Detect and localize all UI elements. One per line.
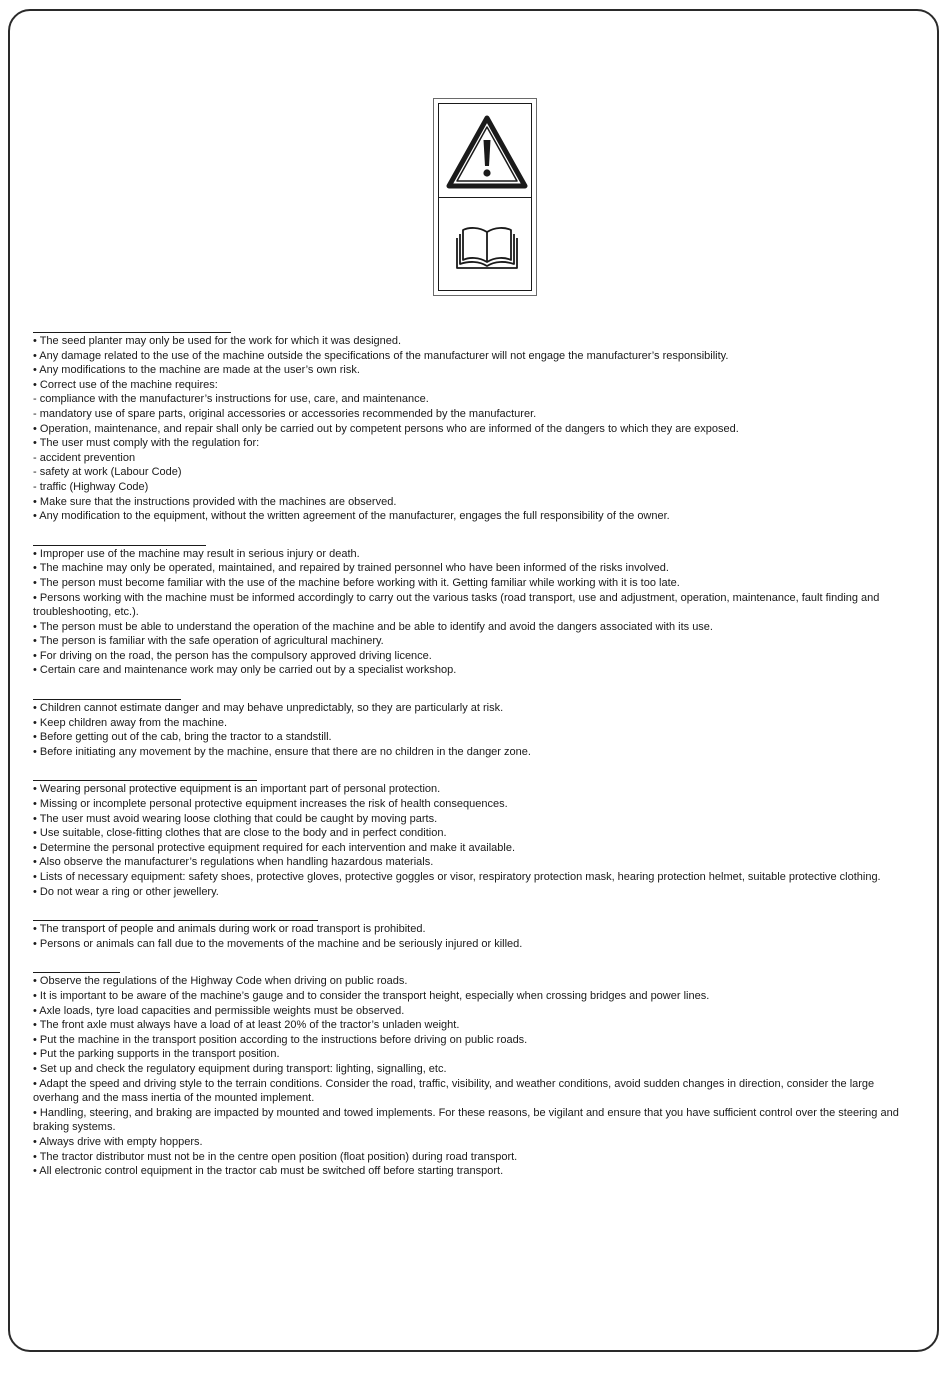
instruction-line: • The front axle must always have a load of at least 20% of the tractor’s unladen weight.	[33, 1019, 460, 1032]
instruction-line: • Any modification to the equipment, without the written agreement of the manufacturer, engages the full responsibility of the owner.	[33, 510, 670, 523]
instruction-line: • The person must be able to understand the operation of the machine and be able to identify and avoid the dangers associated with its use.	[33, 620, 713, 633]
section-heading-rule	[33, 920, 318, 921]
section-protective-equipment	[33, 780, 921, 899]
instruction-line: • Certain care and maintenance work may only be carried out by a specialist workshop.	[33, 664, 457, 677]
section-heading-rule	[33, 780, 257, 781]
instruction-line: • Set up and check the regulatory equipment during transport: lighting, signalling, etc.	[33, 1062, 447, 1075]
symbol-divider	[439, 197, 531, 198]
section-children-safety	[33, 699, 921, 759]
instruction-line: - mandatory use of spare parts, original accessories or accessories recommended by the manufacturer.	[33, 407, 537, 420]
section-heading-rule	[33, 699, 181, 700]
instruction-line: • Missing or incomplete personal protective equipment increases the risk of health consequences.	[33, 798, 508, 811]
instruction-line: • Any modifications to the machine are made at the user’s own risk.	[33, 364, 360, 377]
instruction-line: • Before initiating any movement by the machine, ensure that there are no children in the danger zone.	[33, 745, 531, 758]
instruction-line: • The person is familiar with the safe operation of agricultural machinery.	[33, 635, 384, 648]
instruction-line: • Adapt the speed and driving style to the terrain conditions. Consider the road, traffic, visibility, and weather conditions, avoid sudden changes in direction, consider the large overhang and the mass inertia of the mounted implement.	[33, 1077, 875, 1105]
instruction-line: • Handling, steering, and braking are impacted by mounted and towed implements. For these reasons, be vigilant and ensure that you have sufficient control over the steering and braking systems.	[33, 1106, 899, 1134]
section-road-transport	[33, 972, 921, 1178]
instruction-line: • The seed planter may only be used for the work for which it was designed.	[33, 335, 402, 347]
instruction-line: • Also observe the manufacturer’s regulations when handling hazardous materials.	[33, 856, 434, 869]
section-heading-rule	[33, 332, 231, 333]
instruction-line: • Keep children away from the machine.	[33, 716, 228, 729]
instruction-line: • Always drive with empty hoppers.	[33, 1135, 203, 1148]
instruction-line: - traffic (Highway Code)	[33, 480, 149, 493]
section-intended-use	[33, 332, 921, 524]
section-heading-rule	[33, 545, 206, 546]
instruction-line: - safety at work (Labour Code)	[33, 466, 182, 479]
instruction-line: • The machine may only be operated, maintained, and repaired by trained personnel who have been informed of the risks involved.	[33, 562, 669, 575]
instruction-line: • Do not wear a ring or other jewellery.	[33, 885, 219, 898]
instruction-line: • Persons or animals can fall due to the movements of the machine and be seriously injured or killed.	[33, 937, 523, 950]
instruction-line: • The person must become familiar with the use of the machine before working with it. Getting familiar while working with it is too late.	[33, 576, 680, 589]
section-transport-of-persons	[33, 920, 921, 951]
safety-symbol-border	[438, 103, 532, 291]
instruction-line: • All electronic control equipment in the tractor cab must be switched off before starting transport.	[33, 1165, 504, 1178]
instruction-line: • For driving on the road, the person has the compulsory approved driving licence.	[33, 649, 432, 662]
instruction-line: • Improper use of the machine may result in serious injury or death.	[33, 547, 360, 560]
instruction-line: • Persons working with the machine must be informed accordingly to carry out the various tasks (road transport, use and adjustment, operation, maintenance, fault finding and troubleshooting, etc.).	[33, 591, 880, 619]
instruction-line: • Put the machine in the transport position according to the instructions before driving on public roads.	[33, 1033, 528, 1046]
instruction-line: • Determine the personal protective equipment required for each intervention and make it available.	[33, 841, 516, 854]
section-qualified-personnel	[33, 545, 921, 678]
instructions-content	[33, 320, 921, 1179]
instruction-line: • Lists of necessary equipment: safety shoes, protective gloves, protective goggles or visor, respiratory protection mask, hearing protection helmet, suitable protective clothing.	[33, 871, 881, 883]
instruction-line: • The transport of people and animals during work or road transport is prohibited.	[33, 923, 426, 936]
instruction-line: • Wearing personal protective equipment is an important part of personal protection.	[33, 783, 441, 796]
instruction-line: - accident prevention	[33, 451, 136, 464]
warning-triangle-icon	[445, 114, 529, 190]
instruction-line: - compliance with the manufacturer’s instructions for use, care, and maintenance.	[33, 393, 429, 406]
instruction-line: • Operation, maintenance, and repair shall only be carried out by competent persons who are informed of the dangers to which they are exposed.	[33, 422, 739, 435]
instruction-line: • Any damage related to the use of the machine outside the specifications of the manufacturer will not engage the manufacturer’s responsibility.	[33, 349, 729, 362]
instruction-line: • Children cannot estimate danger and may behave unpredictably, so they are particularly at risk.	[33, 702, 504, 715]
instruction-line: • Axle loads, tyre load capacities and permissible weights must be observed.	[33, 1004, 405, 1017]
instruction-line: • The user must avoid wearing loose clothing that could be caught by moving parts.	[33, 812, 438, 825]
instruction-line: • Observe the regulations of the Highway Code when driving on public roads.	[33, 975, 408, 988]
instruction-line: • Correct use of the machine requires:	[33, 378, 218, 391]
section-heading-rule	[33, 972, 120, 973]
instruction-line: • Use suitable, close-fitting clothes that are close to the body and in perfect condition.	[33, 827, 447, 840]
instruction-line: • It is important to be aware of the machine’s gauge and to consider the transport height, especially when crossing bridges and power lines.	[33, 989, 710, 1002]
instruction-line: • The tractor distributor must not be in the centre open position (float position) during road transport.	[33, 1150, 518, 1163]
open-manual-book-icon	[455, 222, 519, 272]
instruction-line: • Put the parking supports in the transport position.	[33, 1048, 280, 1061]
instruction-line: • Make sure that the instructions provided with the machines are observed.	[33, 495, 397, 508]
instruction-line: • Before getting out of the cab, bring the tractor to a standstill.	[33, 731, 332, 744]
safety-symbol-panel	[433, 98, 537, 296]
instruction-line: • The user must comply with the regulation for:	[33, 437, 260, 450]
